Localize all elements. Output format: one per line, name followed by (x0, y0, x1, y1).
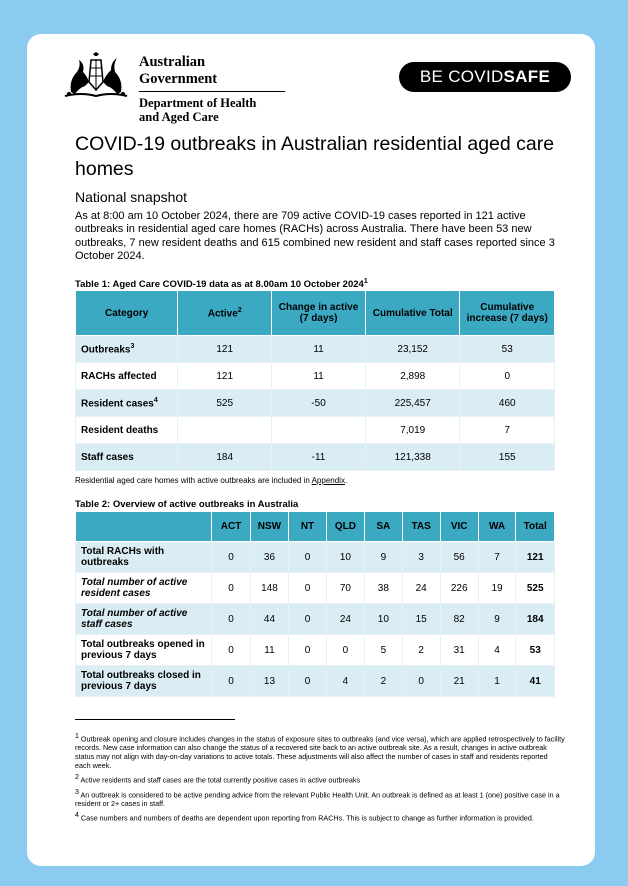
footnote (75, 788, 565, 808)
table-cell: 0 (212, 635, 250, 666)
footnote-divider (75, 719, 235, 720)
table-cell: 4 (326, 666, 364, 697)
table1-row (76, 336, 555, 363)
footnote-text: Case numbers and numbers of deaths are dependent upon reporting from RACHs. This is subject to change as further information is provided. (80, 813, 534, 823)
table-cell: 10 (365, 604, 403, 635)
gov-name: Australian Government (139, 54, 285, 92)
table2-caption: Table 2: Overview of active outbreaks in Australia (75, 499, 299, 510)
table2-row (76, 542, 555, 573)
table1-header-row (76, 291, 555, 336)
footnote-number: 1 (75, 733, 79, 740)
table2-header-row (76, 512, 555, 542)
footnote-number: 4 (75, 812, 79, 820)
table2-header-col: SA (365, 512, 403, 542)
total-cell: 53 (516, 635, 555, 666)
table-cell: 1 (478, 666, 516, 697)
table-cell: 31 (440, 635, 478, 666)
table-cell: 0 (289, 573, 327, 604)
table2-row (76, 573, 555, 604)
table2 (75, 511, 555, 697)
total-cell: 184 (516, 604, 555, 635)
total-cell: 121 (516, 542, 555, 573)
row-category: Total RACHs with outbreaks (76, 542, 212, 573)
row-category (76, 390, 178, 417)
table1-caption-sup: 1 (363, 278, 368, 285)
footnote (75, 732, 565, 770)
table-cell: 9 (365, 542, 403, 573)
table-cell: 225,457 (365, 390, 460, 417)
active-header-text: Active (207, 308, 238, 320)
page-title: COVID-19 outbreaks in Australian residential aged care homes (75, 133, 555, 180)
table-cell: 0 (212, 573, 250, 604)
table2-header-col: NT (289, 512, 327, 542)
table-cell: 23,152 (365, 336, 460, 363)
table-cell: 24 (402, 573, 440, 604)
table-cell: 82 (440, 604, 478, 635)
table1-caption (75, 278, 368, 290)
table2-header-col: NSW (250, 512, 289, 542)
row-footnote-ref: 4 (153, 396, 158, 404)
table-cell: 36 (250, 542, 289, 573)
table-cell: 53 (460, 336, 555, 363)
table-cell: 2 (365, 666, 403, 697)
row-category: Total number of active resident cases (76, 573, 212, 604)
table-cell: 0 (289, 666, 327, 697)
table-cell: 121 (178, 363, 272, 390)
table2-row (76, 635, 555, 666)
table2-row (76, 666, 555, 697)
table-cell: 2,898 (365, 363, 460, 390)
row-category-text: Resident deaths (81, 424, 159, 436)
footnote (75, 773, 565, 784)
table-cell: 11 (272, 336, 366, 363)
table-cell: 460 (460, 390, 555, 417)
table-cell: 0 (212, 666, 250, 697)
table-cell: -11 (272, 444, 366, 471)
table-cell: 19 (478, 573, 516, 604)
footnotes (75, 732, 565, 826)
badge-regular-text: BE COVID (419, 67, 504, 86)
footnote-number: 3 (75, 788, 79, 796)
row-category-text: Outbreaks (81, 344, 131, 356)
table-cell: 10 (326, 542, 364, 573)
table-cell: 0 (289, 604, 327, 635)
table1-caption-text: Table 1: Aged Care COVID-19 data as at 8.00am 10 October 2024 (75, 279, 364, 291)
table2-header-col: VIC (440, 512, 478, 542)
table-cell: 226 (440, 573, 478, 604)
table1-header-change: Change in active (7 days) (272, 291, 366, 336)
header (61, 52, 571, 124)
table-cell: 0 (402, 666, 440, 697)
department-line-1: Department of Health (139, 96, 257, 110)
row-category-text: RACHs affected (81, 370, 157, 382)
department-line-2: and Aged Care (139, 110, 219, 124)
row-footnote-ref: 3 (130, 342, 135, 350)
table-cell: 184 (178, 444, 272, 471)
table2-header-col: QLD (326, 512, 364, 542)
note-end: . (344, 476, 348, 485)
table-cell: 11 (250, 635, 289, 666)
appendix-link[interactable]: Appendix (311, 476, 345, 485)
table1 (75, 290, 555, 471)
table-cell: 38 (365, 573, 403, 604)
table2-header-col: Total (516, 512, 555, 542)
table-cell (272, 417, 366, 444)
table1-row (76, 417, 555, 444)
table-cell: 121 (178, 336, 272, 363)
table1-row (76, 444, 555, 471)
table2-header-col: ACT (212, 512, 250, 542)
row-category (76, 336, 178, 363)
row-category (76, 417, 178, 444)
table2-header-blank (76, 512, 212, 542)
table-cell: 0 (289, 542, 327, 573)
table-cell: 7,019 (365, 417, 460, 444)
table-cell: 4 (478, 635, 516, 666)
document-page (27, 34, 595, 866)
active-header-sup: 2 (237, 306, 242, 314)
table-cell: 56 (440, 542, 478, 573)
row-category-text: Resident cases (81, 398, 154, 410)
footnote (75, 811, 565, 822)
table-cell: 148 (250, 573, 289, 604)
footnote-text: Active residents and staff cases are the total currently positive cases in active outbreaks (80, 775, 361, 785)
coat-of-arms-icon (61, 52, 131, 100)
table-cell: 525 (178, 390, 272, 417)
table1-header-increase: Cumulative increase (7 days) (460, 291, 555, 336)
badge-bold-text: SAFE (503, 67, 551, 86)
intro-paragraph: As at 8:00 am 10 October 2024, there are 709 active COVID-19 cases reported in 121 active outbreaks in residential aged care homes (RACHs) across Australia. There have been 53 new outbreaks, 7 new resident deaths and 615 combined new resident and staff cases reported since 3 October 2024. (75, 210, 555, 263)
table-cell: 13 (250, 666, 289, 697)
table-cell: 7 (478, 542, 516, 573)
table-cell: 5 (365, 635, 403, 666)
footnote-text: An outbreak is considered to be active pending advice from the relevant Public Health Unit. An outbreak is defined as at least 1 (one) positive case in a resident or 2+ cases in staff. (75, 790, 560, 809)
table-cell: 3 (402, 542, 440, 573)
table1-header-category: Category (76, 291, 178, 336)
table-cell: 9 (478, 604, 516, 635)
row-category: Total outbreaks opened in previous 7 days (76, 635, 212, 666)
footnote-text: Outbreak opening and closure includes changes in the status of exposure sites to outbreaks (and vice versa), which are applied retrospectively to facility records. New case information can also change the status of a recovered site back to an active outbreak site. As a result, changes in active outbreak status may not align with day-on-day variations to active totals. These adjustments will also affect the number of cases in staff and residents reported each week. (75, 734, 565, 771)
table-cell: 11 (272, 363, 366, 390)
total-cell: 525 (516, 573, 555, 604)
row-category (76, 363, 178, 390)
government-wordmark (139, 54, 285, 124)
table-cell: 0 (289, 635, 327, 666)
covidsafe-badge (399, 62, 571, 92)
table1-row (76, 390, 555, 417)
table-cell: -50 (272, 390, 366, 417)
table-cell: 44 (250, 604, 289, 635)
table1-note (75, 476, 347, 485)
table-cell: 0 (212, 604, 250, 635)
table-cell: 0 (212, 542, 250, 573)
page-subtitle: National snapshot (75, 189, 188, 205)
table1-header-active (178, 291, 272, 336)
table-cell: 15 (402, 604, 440, 635)
row-category (76, 444, 178, 471)
table-cell: 2 (402, 635, 440, 666)
table-cell: 24 (326, 604, 364, 635)
table-cell: 70 (326, 573, 364, 604)
row-category-text: Staff cases (81, 451, 134, 463)
table1-header-cumulative: Cumulative Total (365, 291, 460, 336)
table-cell: 21 (440, 666, 478, 697)
table2-header-col: WA (478, 512, 516, 542)
table1-row (76, 363, 555, 390)
row-category: Total number of active staff cases (76, 604, 212, 635)
table-cell: 7 (460, 417, 555, 444)
table-cell: 121,338 (365, 444, 460, 471)
note-text: Residential aged care homes with active outbreaks are included in (75, 476, 312, 485)
table-cell (178, 417, 272, 444)
row-category: Total outbreaks closed in previous 7 days (76, 666, 212, 697)
table-cell: 0 (326, 635, 364, 666)
department-name (139, 96, 285, 124)
table-cell: 155 (460, 444, 555, 471)
footnote-number: 2 (75, 774, 79, 782)
table2-row (76, 604, 555, 635)
table-cell: 0 (460, 363, 555, 390)
total-cell: 41 (516, 666, 555, 697)
table2-header-col: TAS (402, 512, 440, 542)
